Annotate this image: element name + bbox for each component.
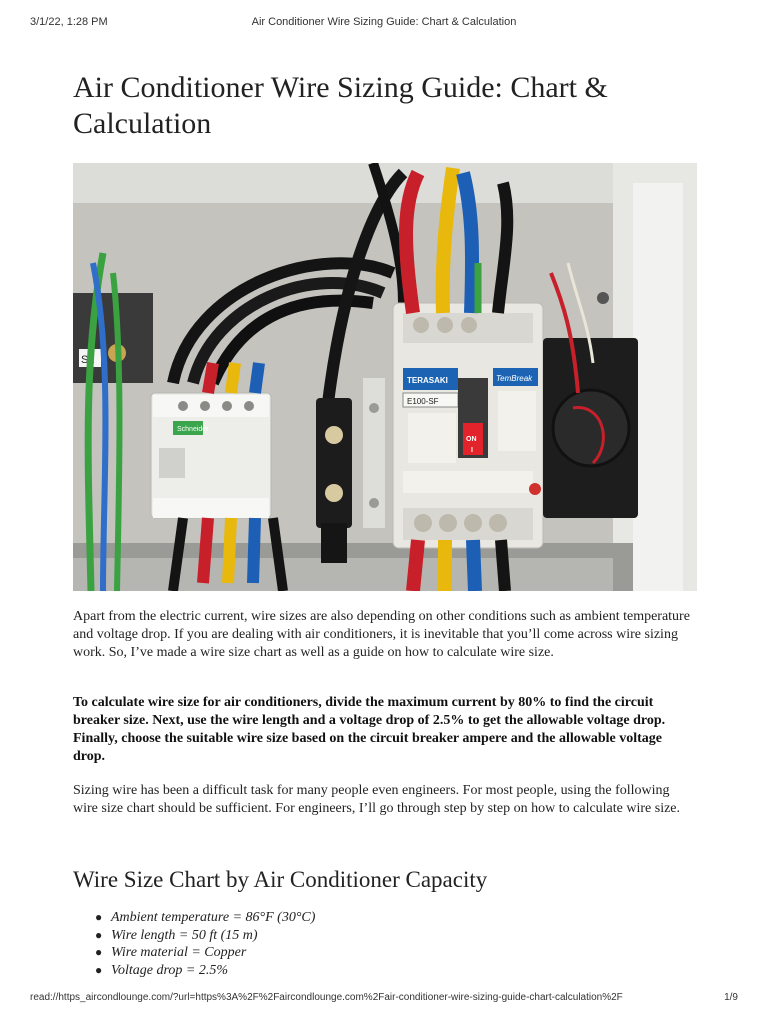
conditions-list xyxy=(73,909,315,979)
page-number: 1/9 xyxy=(724,992,738,1003)
intro-paragraph xyxy=(73,608,697,662)
condition-text: Wire length = 50 ft (15 m) xyxy=(111,927,258,943)
bullet-icon: ● xyxy=(95,945,103,959)
condition-text: Ambient temperature = 86°F (30°C) xyxy=(111,910,316,925)
article-header xyxy=(73,70,697,142)
condition-item-wire-material xyxy=(95,944,315,962)
intro-paragraph-text: Apart from the electric current, wire sizes are also depending on other conditions such as ambient temperature and voltage drop. If you are dealing with air conditioners, it is inevitable that you’ll come across wire sizing work. So, I’ve made a wire size chart as well as a guide on how to calculate wire size. xyxy=(73,609,690,660)
section-heading: Wire Size Chart by Air Conditioner Capacity xyxy=(73,867,488,892)
breaker-model: E100-SF xyxy=(407,397,439,406)
bullet-icon: ● xyxy=(95,962,103,977)
condition-item-wire-length xyxy=(95,927,315,945)
summary-paragraph-text: To calculate wire size for air conditioners, divide the maximum current by 80% to find the circuit breaker size. Next, use the wire length and a voltage drop of 2.5% to get the allowable voltage drop. Finally, choose the suitable wire size based on the circuit breaker ampere and the allowable voltage drop. xyxy=(73,695,666,764)
contactor-brand: Schneider xyxy=(177,426,209,433)
hero-photo-electrical-panel xyxy=(73,163,697,591)
condition-text: Voltage drop = 2.5% xyxy=(111,962,229,978)
condition-text: Wire material = Copper xyxy=(111,945,247,960)
print-doc-title: Air Conditioner Wire Sizing Guide: Chart & Calculation xyxy=(251,16,517,28)
chart-intro-paragraph-text: Sizing wire has been a difficult task for many people even engineers. For most people, using the following wire size chart should be sufficient. For engineers, I’ll go through step by step on how to calculate wire size. xyxy=(73,783,681,816)
page-title: Air Conditioner Wire Sizing Guide: Chart & Calculation xyxy=(73,71,608,140)
condition-item-ambient-temperature xyxy=(95,909,316,927)
bullet-icon: ● xyxy=(95,927,103,942)
print-url: read://https_aircondlounge.com/?url=https%3A%2F%2Faircondlounge.com%2Fair-conditioner-wire-sizing-guide-chart-calculation%2F xyxy=(30,992,623,1003)
chart-intro-paragraph xyxy=(73,782,697,818)
print-footer xyxy=(30,992,738,1006)
summary-paragraph xyxy=(73,694,697,766)
print-datetime: 3/1/22, 1:28 PM xyxy=(30,16,108,28)
print-header xyxy=(30,16,738,30)
breaker-brand: TERASAKI xyxy=(407,376,448,385)
panel-tag: S2 xyxy=(81,354,95,366)
breaker-series: TemBreak xyxy=(496,374,533,383)
breaker-switch-off: I xyxy=(471,447,473,454)
condition-item-voltage-drop xyxy=(95,962,315,980)
bullet-icon: ● xyxy=(95,910,103,924)
breaker-switch-on: ON xyxy=(466,436,477,443)
